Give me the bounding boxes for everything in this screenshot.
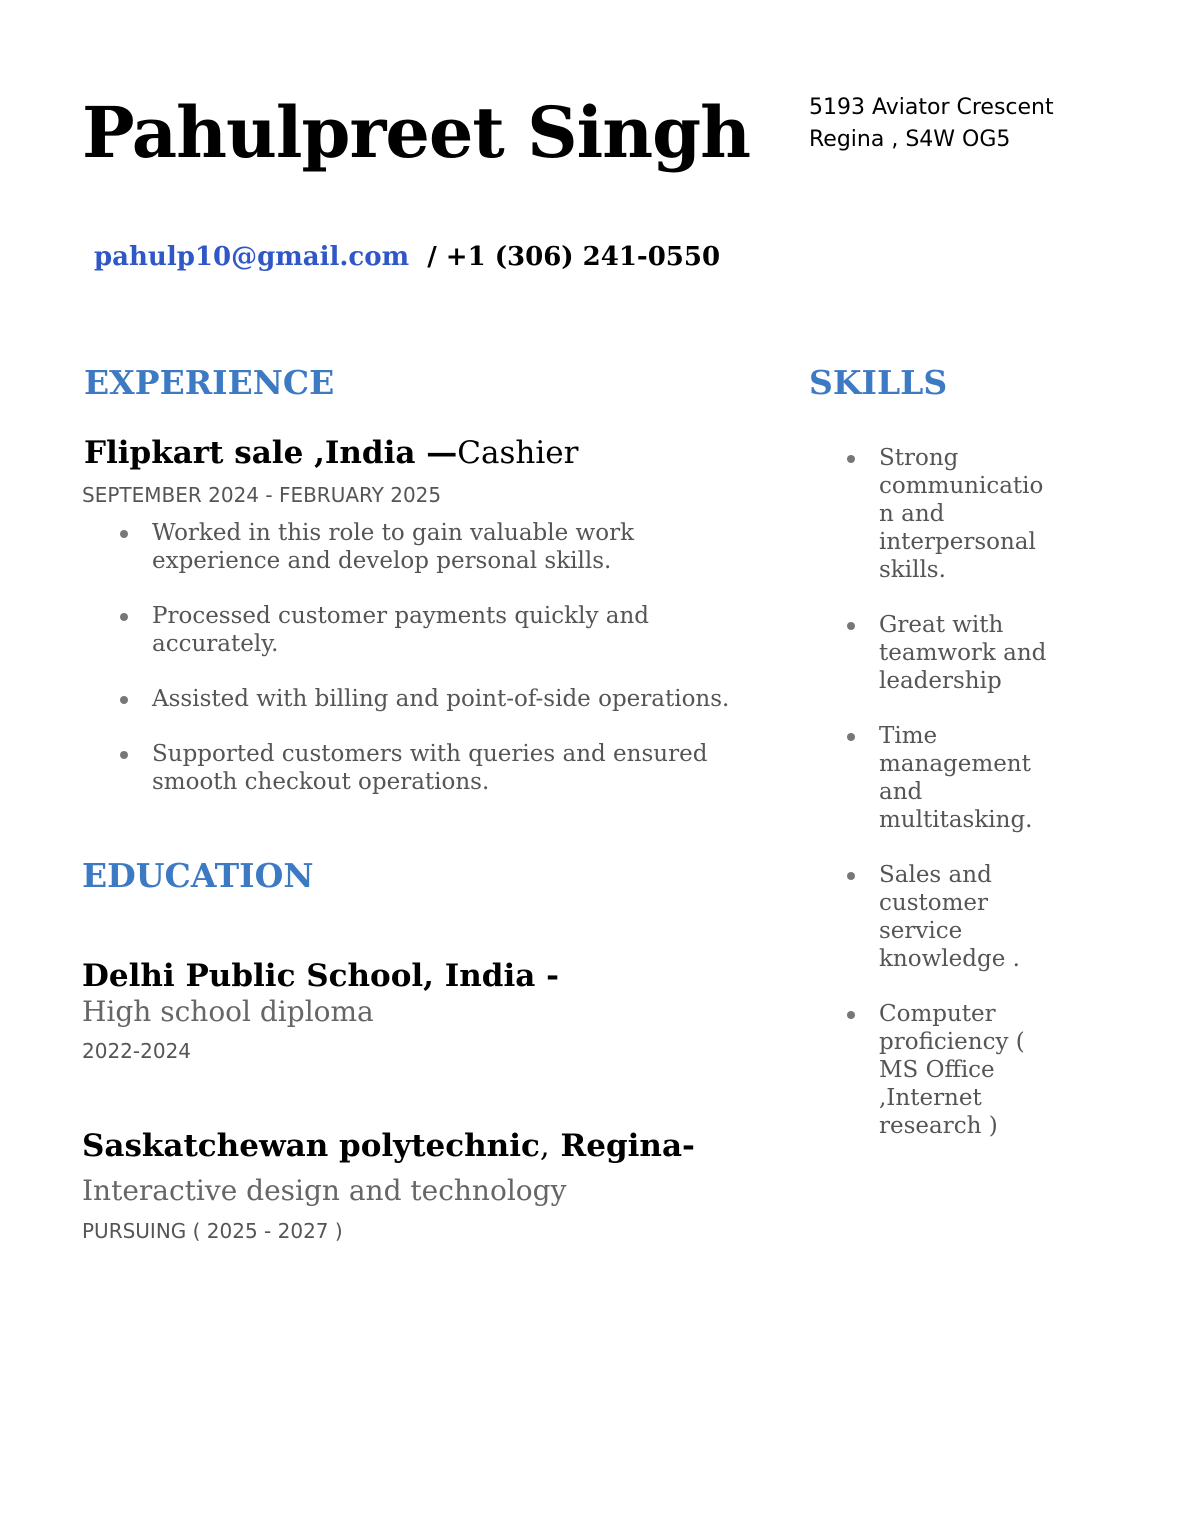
school-name (82, 1126, 695, 1166)
bullet-dot-icon (120, 530, 128, 538)
list-item (845, 611, 1055, 695)
bullet-dot-icon (120, 613, 128, 621)
experience-heading: EXPERIENCE (84, 363, 335, 402)
list-item (845, 1000, 1055, 1140)
bullet-dot-icon (120, 751, 128, 759)
skill-text: Sales and customer service knowledge . (879, 862, 1020, 972)
education-dates: PURSUING ( 2025 - 2027 ) (82, 1219, 343, 1243)
bullet-dot-icon (847, 455, 855, 463)
skill-text: Time management and multitasking. (879, 723, 1033, 833)
list-item (118, 685, 748, 713)
address-block (809, 92, 1054, 156)
skill-text: Strong communicatio n and interpersonal skills. (879, 445, 1044, 583)
school-name: Delhi Public School, India - (82, 958, 559, 994)
address-line-1: 5193 Aviator Crescent (809, 95, 1054, 120)
job-role: Cashier (457, 435, 579, 471)
bullet-dot-icon (847, 1011, 855, 1019)
education-heading: EDUCATION (82, 856, 314, 895)
skill-text: Great with teamwork and leadership (879, 612, 1047, 694)
degree: High school diploma (82, 995, 374, 1028)
address-line-2: Regina , S4W OG5 (809, 127, 1011, 152)
list-item (118, 519, 748, 575)
list-item (845, 861, 1055, 973)
bullet-dot-icon (847, 733, 855, 741)
school-name-part: Saskatchewan polytechnic (82, 1128, 540, 1164)
experience-bullet-list (118, 519, 748, 823)
bullet-text: Supported customers with queries and ensured smooth checkout operations. (152, 741, 708, 795)
contact-line (94, 238, 720, 276)
school-name-part: Regina- (549, 1128, 695, 1164)
bullet-dot-icon (847, 872, 855, 880)
bullet-text: Assisted with billing and point-of-side operations. (152, 686, 730, 712)
degree: Interactive design and technology (82, 1174, 567, 1207)
email-link[interactable]: pahulp10@gmail.com (94, 242, 410, 272)
list-item (118, 740, 748, 796)
job-dates: SEPTEMBER 2024 - FEBRUARY 2025 (82, 483, 442, 507)
skill-text: Computer proficiency ( MS Office ,Internet research ) (879, 1001, 1025, 1139)
skills-bullet-list (845, 444, 1055, 1167)
bullet-text: Processed customer payments quickly and accurately. (152, 603, 650, 657)
candidate-name: Pahulpreet Singh (82, 91, 750, 174)
job-heading (84, 432, 578, 474)
job-company: Flipkart sale ,India — (84, 435, 458, 471)
list-item (845, 444, 1055, 584)
skills-heading: SKILLS (809, 363, 948, 402)
bullet-dot-icon (120, 696, 128, 704)
contact-separator: / (427, 242, 437, 272)
bullet-dot-icon (847, 622, 855, 630)
phone-number: +1 (306) 241-0550 (445, 242, 721, 272)
list-item (845, 722, 1055, 834)
education-dates: 2022-2024 (82, 1039, 192, 1063)
list-item (118, 602, 748, 658)
bullet-text: Worked in this role to gain valuable work experience and develop personal skills. (152, 520, 635, 574)
school-name-comma: , (539, 1128, 550, 1164)
